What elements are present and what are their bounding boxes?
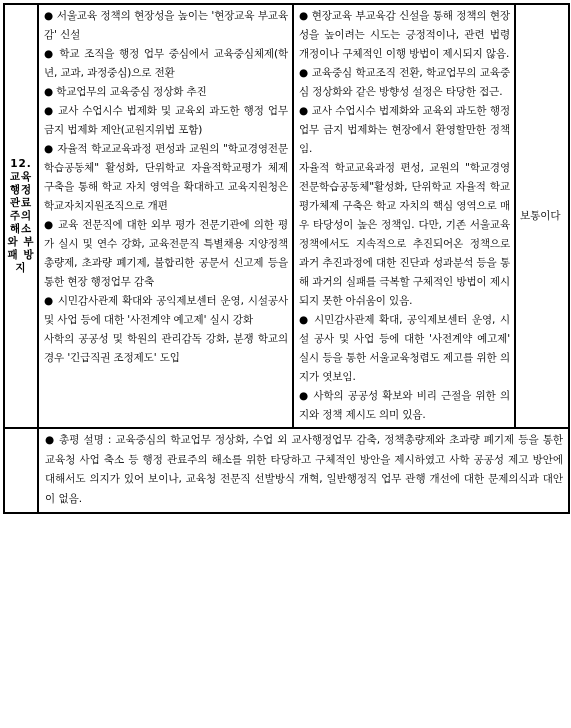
evaluation-content-cell xyxy=(293,4,515,428)
summary-cell xyxy=(38,428,569,513)
evaluation-item: ● 시민감사관제 확대, 공익제보센터 운영, 시설 공사 및 사업 등에 대한 '사전계약 예고제' 실시 등을 통한 서울교육청렴도 제고를 위한 의지가 엿보임. xyxy=(299,314,510,383)
rating-value: 보통이다 xyxy=(520,210,561,222)
pledge-item: ● 학교 조직을 행정 업무 중심에서 교육중심체제(학년, 교과, 과정중심)으로 전환 xyxy=(44,48,288,79)
evaluation-item: ● 현장교육 부교육감 신설을 통해 정책의 현장성을 높이려는 시도는 긍정적이나, 관련 법령 개정이나 구체적인 이행 방법이 제시되지 않음. xyxy=(299,10,510,60)
pledge-item: ● 시민감사관제 확대와 공익제보센터 운영, 시설공사 및 사업 등에 대한 '사전계약 예고제' 실시 강화 xyxy=(44,295,288,326)
policy-category-cell xyxy=(4,4,38,428)
summary-row xyxy=(4,428,569,513)
evaluation-table xyxy=(3,3,570,514)
pledge-item: ● 교사 수업시수 법제화 및 교육외 과도한 행정 업무 금지 법제화 제안(교원지위법 포함) xyxy=(44,105,288,136)
evaluation-item: ● 교사 수업시수 법제화와 교육외 과도한 행정 업무 금지 법제화는 현장에서 환영할만한 정책임. xyxy=(299,105,510,155)
pledge-item: ● 자율적 학교교육과정 편성과 교원의 "학교경영전문학습공동체" 활성화, 단위학교 자율적학교평가 체제 구축을 통해 학교 자치 영역을 확대하고 교육지원청은 학교자치지원조직으로 개편 xyxy=(44,143,288,212)
policy-category-label: 12.교육 행정 관료 주의 해소 와 부패 방지 xyxy=(7,157,35,274)
rating-cell xyxy=(515,4,569,428)
pledge-content-cell xyxy=(38,4,293,428)
pledge-item: ● 서울교육 정책의 현장성을 높이는 '현장교육 부교육감' 신설 xyxy=(44,10,288,41)
evaluation-item: ● 교육중심 학교조직 전환, 학교업무의 교육중심 정상화와 같은 방향성 설정은 타당한 접근. xyxy=(299,67,510,98)
pledge-item: 사학의 공공성 및 학원의 관리감독 강화, 분쟁 학교의 경우 '긴급직권 조정제도' 도입 xyxy=(44,333,288,364)
summary-text: ● 총평 설명 : 교육중심의 학교업무 정상화, 수업 외 교사행정업무 감축, 정책총량제와 초과량 폐기제 등을 통한 교육청 사업 축소 등 행정 관료주의 해소를 위한 타당하고 구체적인 방안을 제시하였고 사학 공공성 제고 방안에 대해서도 의지가 있어 보이나, 교육청 전문직 선발방식 개혁, 일반행정직 업무 관행 개선에 대한 문제의식과 대안이 없음. xyxy=(45,434,563,505)
evaluation-row xyxy=(4,4,569,428)
pledge-item: ● 학교업무의 교육중심 정상화 추진 xyxy=(44,86,207,98)
pledge-content xyxy=(39,5,292,370)
summary-spacer-cell xyxy=(4,428,38,513)
evaluation-content xyxy=(294,5,514,427)
pledge-item: ● 교육 전문직에 대한 외부 평가 전문기관에 의한 평가 실시 및 연수 강화, 교육전문직 특별채용 지양정책 총량제, 초과량 폐기제, 불합리한 공문서 신고제 등을 통한 현장 행정업무 감축 xyxy=(44,219,288,288)
evaluation-item: ● 사학의 공공성 확보와 비리 근절을 위한 의지와 정책 제시도 의미 있음. xyxy=(299,390,510,421)
evaluation-item: 자율적 학교교육과정 편성, 교원의 "학교경영전문학습공동체"활성화, 단위학교 자율적 학교평가체제 구축은 학교 자치의 핵심 영역으로 매우 타당성이 높은 정책임. 다만, 기존 서울교육정책에서도 지속적으로 추진되어온 정책으로 과거 추진과정에 대한 진단과 성과분석 등을 통해 과거의 실패를 극복할 구체적인 방법이 제시되지 못한 아쉬움이 있음. xyxy=(299,162,510,307)
